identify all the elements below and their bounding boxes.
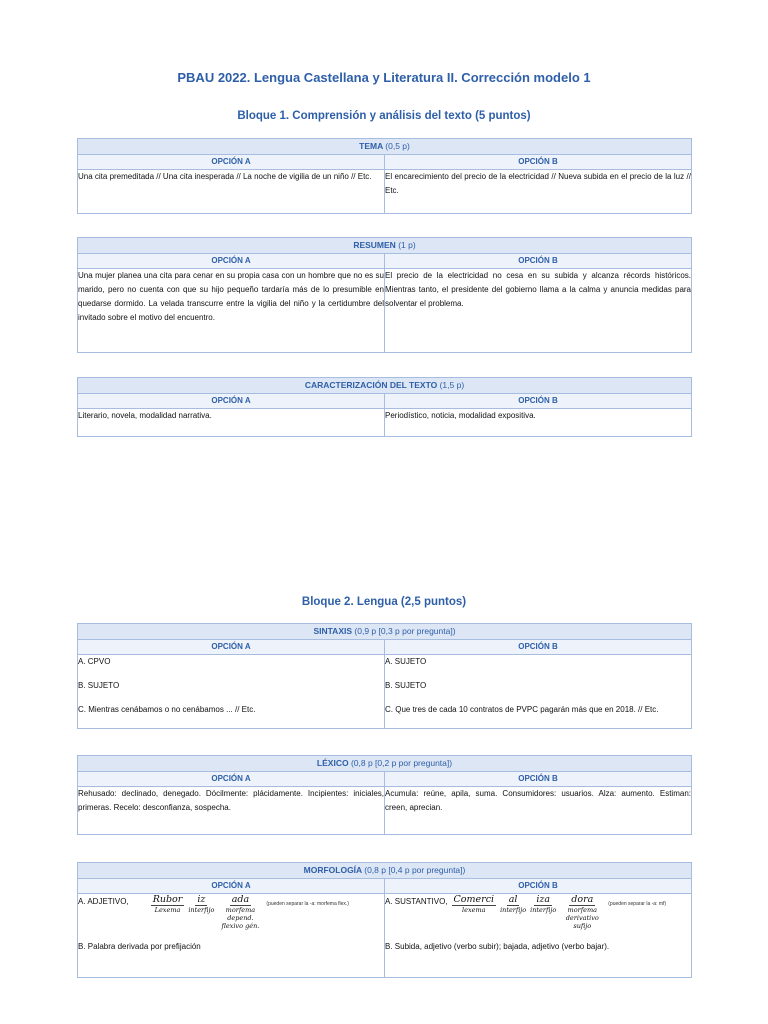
morfologia-option-b-header: OPCIÓN B <box>385 879 692 894</box>
resumen-option-a-header: OPCIÓN A <box>78 254 385 269</box>
morfologia-table <box>77 862 692 978</box>
morph-a-category: A. ADJETIVO, <box>78 897 129 906</box>
caracterizacion-option-b: Periodístico, noticia, modalidad expositiva. <box>385 409 692 437</box>
morph-a-question-b: B. Palabra derivada por prefijación <box>78 942 201 951</box>
lexico-option-a-header: OPCIÓN A <box>78 772 385 787</box>
morph-b-part-1: Comerci lexema <box>453 894 495 914</box>
resumen-table <box>77 237 692 353</box>
sintaxis-a-answer-c: C. Mientras cenábamos o no cenábamos ... // Etc. <box>78 705 256 714</box>
sintaxis-option-a-header: OPCIÓN A <box>78 640 385 655</box>
caracterizacion-header: CARACTERIZACIÓN DEL TEXTO (1,5 p) <box>78 378 692 394</box>
morfologia-option-b <box>385 894 692 978</box>
lexico-option-a: Rehusado: declinado, denegado. Dócilmente: plácidamente. Incipientes: iniciales, primeras. Recelo: desconfianza, sospecha. <box>78 787 385 835</box>
sintaxis-b-answer-b: B. SUJETO <box>385 681 427 690</box>
morph-a-part-2: iz interfijo <box>188 894 215 914</box>
morph-a-note: (pueden separar la -a: morfema flex.) <box>266 901 349 907</box>
morph-b-part-2: al interfijo <box>500 894 527 914</box>
sintaxis-table <box>77 623 692 729</box>
morph-a-part-1: Rubor Lexema <box>152 894 183 914</box>
morph-a-part-3: ada morfema depend. flexivo gén. <box>221 894 260 930</box>
resumen-option-b-header: OPCIÓN B <box>385 254 692 269</box>
lexico-table <box>77 755 692 835</box>
bloque-2-heading: Bloque 2. Lengua (2,5 puntos) <box>301 596 467 608</box>
caracterizacion-table <box>77 377 692 437</box>
tema-table <box>77 138 692 214</box>
bloque-1-heading: Bloque 1. Comprensión y análisis del texto (5 puntos) <box>237 110 531 122</box>
resumen-option-a: Una mujer planea una cita para cenar en su propia casa con un hombre que no es su marido, pero no cuenta con que su hijo pequeño tardaría más de lo presumible en quedarse dormido. La velada transcurre entre la vigilia del niño y la certidumbre del invitado sobre el motivo del encuentro. <box>78 269 385 353</box>
morfologia-option-a-header: OPCIÓN A <box>78 879 385 894</box>
resumen-header: RESUMEN (1 p) <box>78 238 692 254</box>
morfologia-option-a <box>78 894 385 978</box>
tema-header: TEMA (0,5 p) <box>78 139 692 155</box>
caracterizacion-option-a-header: OPCIÓN A <box>78 394 385 409</box>
tema-option-b-header: OPCIÓN B <box>385 155 692 170</box>
morph-b-category: A. SUSTANTIVO, <box>385 897 448 906</box>
morph-b-part-3: iza interfijo <box>530 894 557 914</box>
sintaxis-a-answer-a: A. CPVO <box>78 657 111 666</box>
morph-b-part-4: dora morfema derivativo sufijo <box>565 894 599 930</box>
morph-b-note: (pueden separar la -a: mf) <box>608 901 667 907</box>
lexico-header: LÉXICO (0,8 p [0,2 p por pregunta]) <box>78 756 692 772</box>
sintaxis-b-answer-a: A. SUJETO <box>385 657 427 666</box>
morfologia-header: MORFOLOGÍA (0,8 p [0,4 p por pregunta]) <box>78 863 692 879</box>
caracterizacion-option-b-header: OPCIÓN B <box>385 394 692 409</box>
sintaxis-option-b-header: OPCIÓN B <box>385 640 692 655</box>
resumen-option-b: El precio de la electricidad no cesa en su subida y alcanza récords históricos. Mientras tanto, el presidente del gobierno llama a la calma y anuncia medidas para solventar el problema. <box>385 269 692 353</box>
sintaxis-header: SINTAXIS (0,9 p [0,3 p por pregunta]) <box>78 624 692 640</box>
lexico-option-b: Acumula: reúne, apila, suma. Consumidores: usuarios. Alza: aumento. Estiman: creen, aprecian. <box>385 787 692 835</box>
tema-option-a: Una cita premeditada // Una cita inesperada // La noche de vigilia de un niño // Etc. <box>78 170 385 214</box>
sintaxis-option-b <box>385 655 692 729</box>
sintaxis-a-answer-b: B. SUJETO <box>78 681 120 690</box>
morphological-analysis-a <box>78 894 384 930</box>
sintaxis-b-answer-c: C. Que tres de cada 10 contratos de PVPC pagarán más que en 2018. // Etc. <box>385 705 659 714</box>
caracterizacion-option-a: Literario, novela, modalidad narrativa. <box>78 409 385 437</box>
sintaxis-option-a <box>78 655 385 729</box>
page-title: PBAU 2022. Lengua Castellana y Literatura II. Corrección modelo 1 <box>177 70 591 85</box>
morphological-analysis-b <box>385 894 691 930</box>
morph-b-question-b: B. Subida, adjetivo (verbo subir); bajada, adjetivo (verbo bajar). <box>385 942 610 951</box>
tema-option-b: El encarecimiento del precio de la electricidad // Nueva subida en el precio de la luz // Etc. <box>385 170 692 214</box>
tema-option-a-header: OPCIÓN A <box>78 155 385 170</box>
lexico-option-b-header: OPCIÓN B <box>385 772 692 787</box>
